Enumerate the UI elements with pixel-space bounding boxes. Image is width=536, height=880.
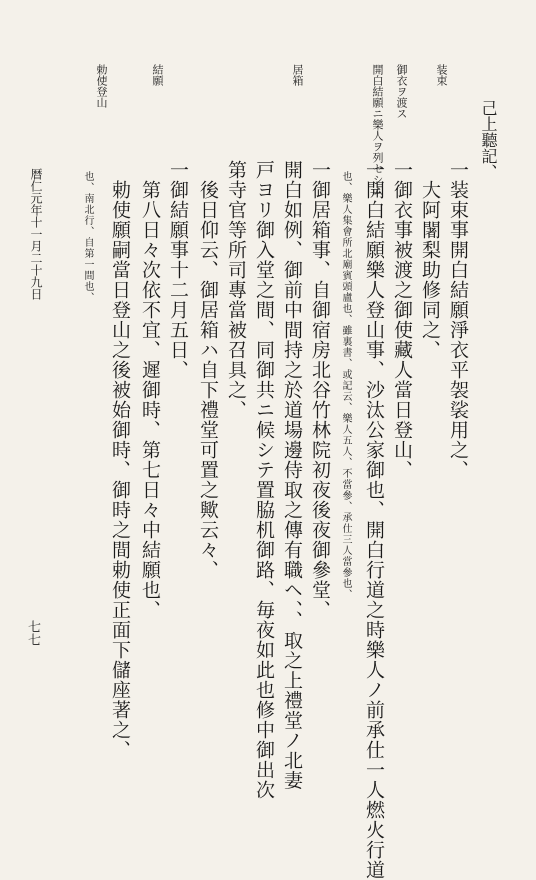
text-column-4: 一開白結願樂人登山事、沙汰公家御也、開白行道之時樂人ノ前承仕一人燃火行道	[363, 160, 385, 880]
text-column-3: 一御衣事被渡之御使藏人當日登山、	[391, 160, 413, 480]
date-line: 暦仁元年十一月二十九日	[29, 168, 43, 300]
text-column-8: 戸ヨリ御入堂之間、同御共ニ候シテ置脇机御路、毎夜如此也修中御出次	[253, 160, 275, 800]
text-column-13: 勅使願嗣當日登山之後被始御時、御時之間勅使正面下儲座著之、	[109, 160, 131, 760]
headnote-chokushi: 勅使登山	[95, 64, 108, 108]
text-column-11: 一御結願事十二月五日、	[167, 160, 189, 380]
text-column-10: 後日仰云、御居箱ハ自下禮堂可置之歟云々、	[197, 160, 219, 580]
text-column-1: 一装束事開白結願淨衣平袈裟用之、	[447, 160, 469, 480]
headnote-kaibyaku: 開白結願ニ樂人ヲ列セシム	[371, 64, 384, 196]
headnote-shozoku: 装束	[435, 64, 448, 86]
text-column-7: 開白如例、御前中間持之於道場邊侍取之傳有職ヘ、、取之上禮堂ノ北妻	[281, 160, 303, 791]
headnote-kechigan: 結願	[151, 64, 164, 86]
text-column-5: 也、樂人集會所北廟賓頭盧也、雖裏書、或記云、樂人五人、不當參、承仕三人當參也、	[340, 160, 351, 600]
headnote-gyoi: 御衣ヲ渡ス	[395, 64, 408, 119]
running-title: 己上聽記、	[479, 100, 498, 180]
page-number: 七七	[25, 620, 40, 646]
text-column-14: 也、南北行、自第一間也、	[82, 160, 93, 303]
text-column-12: 第八日々次依不宜、遲御時、第七日々中結願也、	[139, 160, 161, 620]
text-column-2: 大阿闍梨助修同之、	[419, 160, 441, 360]
text-column-9: 第寺官等所司專當被召具之、	[225, 160, 247, 420]
text-column-6: 一御居箱事、自御宿房北谷竹林院初夜後夜御參堂、	[309, 160, 331, 620]
headnote-ibako: 居箱	[291, 64, 304, 86]
